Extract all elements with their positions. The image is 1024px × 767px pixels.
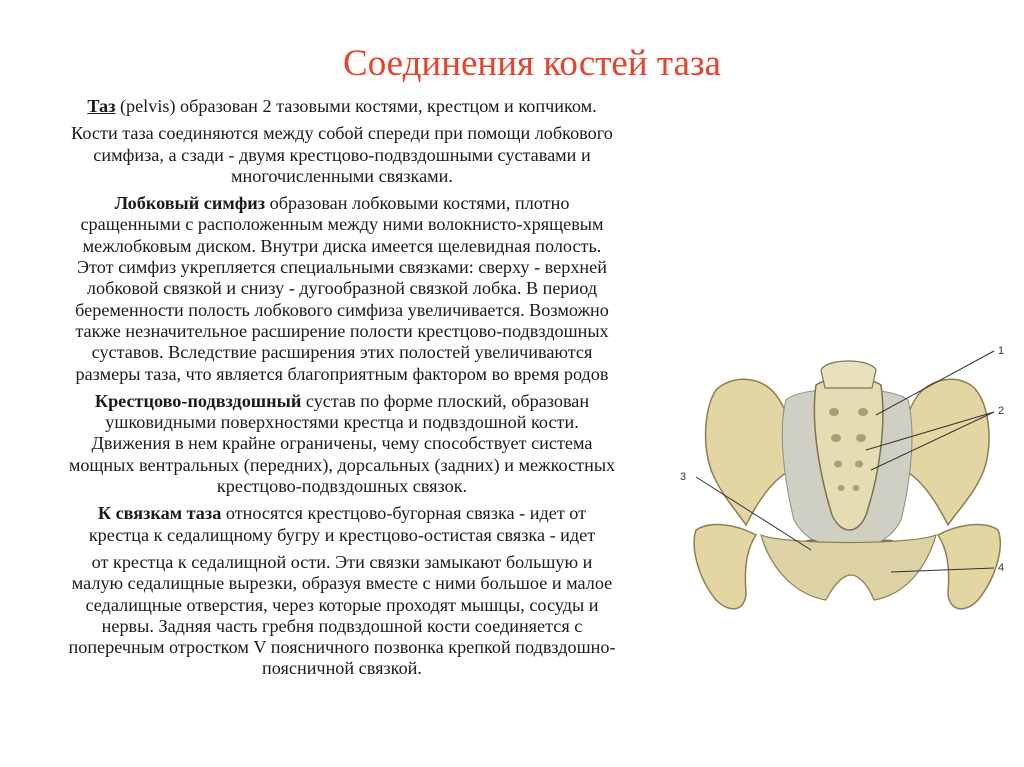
text-line: относятся крестцово-бугорная связка - идет от <box>221 503 587 524</box>
body-text <box>0 96 687 680</box>
text-line: крестцово-подвздошных связок. <box>216 476 468 497</box>
text-line: сращенными с расположенным между ними волокнисто-хрящевым <box>80 214 604 235</box>
text-line: Этот симфиз укрепляется специальными связками: сверху - верхней <box>77 257 607 278</box>
paragraph-pubic-symphysis <box>0 193 684 385</box>
label-2: 2 <box>998 405 1005 417</box>
text-line: крестца к седалищному бугру и крестцово-остистая связка - идет <box>88 524 596 545</box>
left-femur <box>694 525 756 609</box>
text-line: сустав по форме плоский, образован <box>301 390 590 411</box>
term-taz: Таз <box>87 96 116 116</box>
text-line: межлобковым диском. Внутри диска имеется щелевидная полость. <box>82 235 602 256</box>
text-line: мощных вентральных (передних), дорсальных (задних) и межкостных <box>68 454 616 475</box>
right-femur <box>938 525 1000 609</box>
text-line: седалищные отверстия, через которые проходят мышцы, сосуды и <box>85 594 599 615</box>
lumbar-vertebra <box>821 361 876 388</box>
paragraph-pelvis <box>0 96 684 117</box>
text-line: поясничной связкой. <box>262 658 422 679</box>
text-line: Движения в нем крайне ограничены, чему способствует система <box>91 433 593 454</box>
pelvis-illustration <box>676 330 1024 630</box>
text-line: образован лобковыми костями, плотно <box>265 193 570 214</box>
text-line: также незначительное расширение полости крестцово-подвздошных <box>75 320 609 341</box>
text-line: симфиза, а сзади - двумя крестцово-подвздошными суставами и <box>93 144 591 165</box>
text-line: лобковой связкой и снизу - дугообразной связкой лобка. В период <box>86 278 598 299</box>
text-line: суставов. Вследствие расширения этих полостей увеличиваются <box>91 342 593 363</box>
text-line: многочисленными связками. <box>231 165 453 186</box>
term-sacroiliac: Крестцово-подвздошный <box>94 390 302 411</box>
label-3: 3 <box>680 471 687 483</box>
text-line: от крестца к седалищной ости. Эти связки замыкают большую и <box>91 551 593 572</box>
term-pelvic-ligaments: К связкам таза <box>97 503 222 524</box>
lower-pelvis <box>761 535 936 600</box>
text-line: размеры таза, что является благоприятным фактором во время родов <box>75 363 609 384</box>
text-line: беременности полость лобкового симфиза увеличивается. Возможно <box>75 299 609 320</box>
slide-title: Соединения костей таза <box>343 43 721 84</box>
right-ilium <box>902 379 989 525</box>
text-line: малую седалищные вырезки, образуя вместе с ними большое и малое <box>71 573 613 594</box>
paragraph-bones-connection <box>0 123 684 187</box>
term-pubic-symphysis: Лобковый симфиз <box>114 193 266 214</box>
text-line: поперечным отростком V поясничного позвонка крепкой подвздошно- <box>68 637 616 658</box>
label-1: 1 <box>998 345 1005 357</box>
text-line: (pelvis) образован 2 тазовыми костями, крестцом и копчиком. <box>115 96 597 116</box>
text-line: нервы. Задняя часть гребня подвздошной кости соединяется с <box>101 615 583 636</box>
paragraph-pelvic-ligaments <box>0 503 684 546</box>
text-line: Кости таза соединяются между собой спереди при помощи лобкового <box>71 123 613 144</box>
left-ilium <box>706 379 793 525</box>
paragraph-sacroiliac-joint <box>0 390 687 497</box>
text-line: ушковидными поверхностями крестца и подвздошной кости. <box>105 412 579 433</box>
label-4: 4 <box>998 562 1005 574</box>
